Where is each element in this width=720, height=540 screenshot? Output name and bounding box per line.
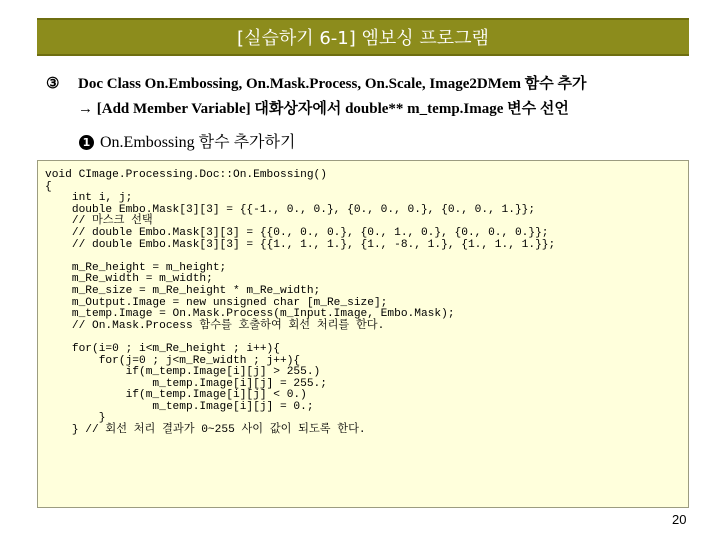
code-line: for(j=0 ; j<m_Re_width ; j++){ (45, 354, 301, 367)
code-line: if(m_temp.Image[i][j] < 0.) (45, 389, 307, 402)
code-line: // 마스크 선택 (45, 215, 153, 228)
bullet-text-2: → [Add Member Variable] 대화상자에서 double** m_temp.Image 변수 선언 (78, 101, 569, 117)
bullet-text-1: Doc Class On.Embossing, On.Mask.Process, On.Scale, Image2DMem 함수 추가 (78, 76, 587, 92)
circled-number-marker: ③ (46, 76, 60, 92)
code-block (37, 160, 689, 508)
code-line: // double Embo.Mask[3][3] = {{0., 0., 0.}, {0., 1., 0.}, {0., 0., 0.}}; (45, 226, 549, 239)
code-line: // On.Mask.Process 함수를 호출하여 회선 처리를 한다. (45, 319, 385, 332)
code-line: m_Output.Image = new unsigned char [m_Re_size]; (45, 296, 388, 309)
code-line: { (45, 180, 52, 193)
code-line: } (45, 412, 106, 425)
bullet-line-2 (78, 97, 569, 118)
code-line: // double Embo.Mask[3][3] = {{1., 1., 1.}, {1., -8., 1.}, {1., 1., 1.}}; (45, 238, 556, 251)
code-line: int i, j; (45, 192, 133, 205)
code-line: m_temp.Image = On.Mask.Process(m_Input.Image, Embo.Mask); (45, 308, 455, 321)
code-line: double Embo.Mask[3][3] = {{-1., 0., 0.}, {0., 0., 0.}, {0., 0., 1.}}; (45, 203, 536, 216)
code-line: m_Re_height = m_height; (45, 261, 227, 274)
sub-item (79, 129, 295, 152)
code-line: m_temp.Image[i][j] = 255.; (45, 377, 327, 390)
code-line: void CImage.Processing.Doc::On.Embossing() (45, 169, 327, 181)
code-line: } // 회선 처리 결과가 0~255 사이 값이 되도록 한다. (45, 424, 366, 437)
filled-circle-number-icon: 1 (79, 135, 94, 150)
code-line: m_Re_width = m_width; (45, 273, 213, 286)
code-line: m_temp.Image[i][j] = 0.; (45, 400, 314, 413)
code-line: if(m_temp.Image[i][j] > 255.) (45, 366, 321, 379)
bullet-line-1 (46, 72, 587, 93)
code-line (45, 251, 688, 263)
slide-title (37, 18, 689, 56)
page-number: 20 (672, 512, 687, 527)
slide-title-text: [실습하기 6-1] 엠보싱 프로그램 (237, 28, 489, 49)
code-line: m_Re_size = m_Re_height * m_Re_width; (45, 284, 321, 297)
sub-item-label: On.Embossing 함수 추가하기 (100, 134, 296, 151)
code-line: for(i=0 ; i<m_Re_height ; i++){ (45, 342, 280, 355)
